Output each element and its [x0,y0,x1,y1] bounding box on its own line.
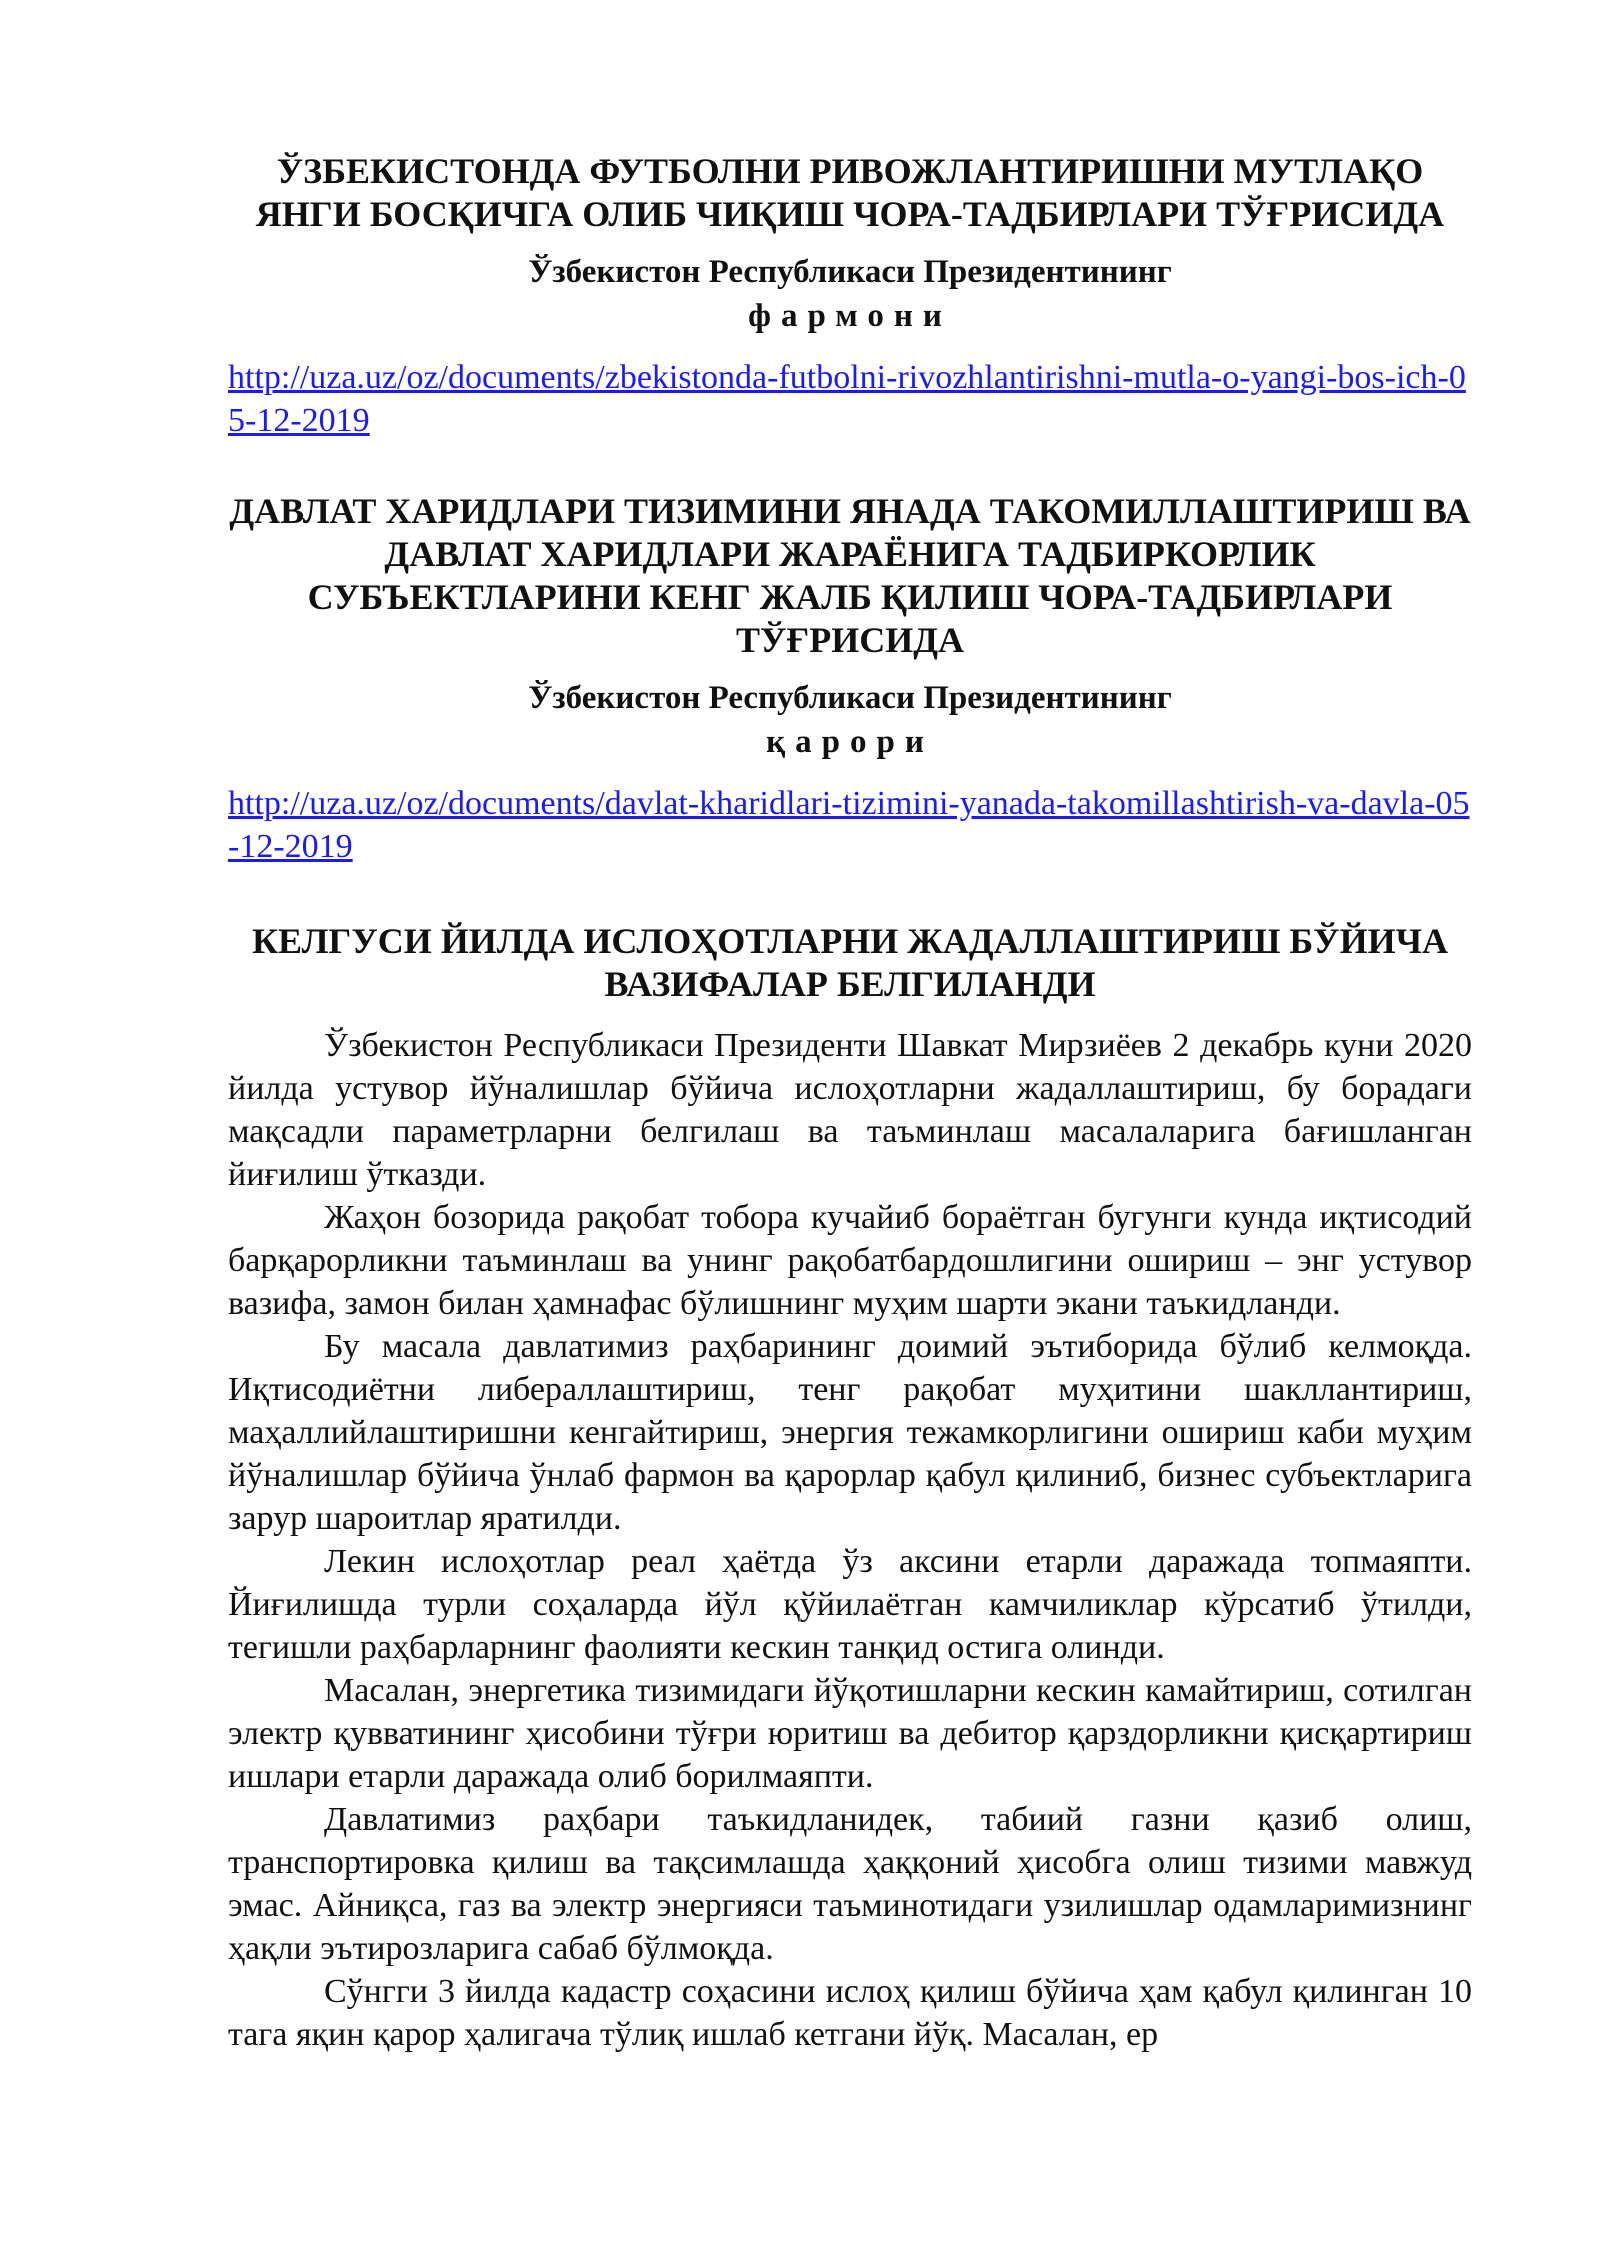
article-paragraph: Ўзбекистон Республикаси Президенти Шавкат Мирзиёев 2 декабрь куни 2020 йилда устувор йўналишлар бўйича ислоҳотларни жадаллаштириш, бу борадаги мақсадли параметрларни белгилаш ва таъминлаш масалаларига бағишланган йиғилиш ўтказди. [228,1027,1472,1193]
article-title: КЕЛГУСИ ЙИЛДА ИСЛОҲОТЛАРНИ ЖАДАЛЛАШТИРИШ БЎЙИЧА ВАЗИФАЛАР БЕЛГИЛАНДИ [251,921,1449,1004]
decree-title: ЎЗБЕКИСТОНДА ФУТБОЛНИ РИВОЖЛАНТИРИШНИ МУТЛАҚО ЯНГИ БОСҚИЧГА ОЛИБ ЧИҚИШ ЧОРА-ТАДБИРЛАРИ ТЎҒРИСИДА [255,151,1445,234]
article-paragraph: Лекин ислоҳотлар реал ҳаётда ўз аксини етарли даражада топмаяпти. Йиғилишда турли соҳаларда йўл қўйилаётган камчиликлар кўрсатиб ўтилди, тегишли раҳбарларнинг фаолияти кескин танқид остига олинди. [228,1543,1472,1666]
resolution-type: қарори [766,724,934,760]
article-paragraph: Сўнгги 3 йилда кадастр соҳасини ислоҳ қилиш бўйича ҳам қабул қилинган 10 тага яқин қарор ҳалигача тўлиқ ишлаб кетгани йўқ. Масалан, ер [228,1973,1472,2053]
decree-type: фармони [748,298,952,334]
article-paragraph: Масалан, энергетика тизимидаги йўқотишларни кескин камайтириш, сотилган электр қувватининг ҳисобини тўғри юритиш ва дебитор қарздорликни қисқартириш ишлари етарли даражада олиб борилмаяпти. [228,1672,1472,1795]
article-paragraph: Жаҳон бозорида рақобат тобора кучайиб бораётган бугунги кунда иқтисодий барқарорликни таъминлаш ва унинг рақобатбардошлигини ошириш – энг устувор вазифа, замон билан ҳамнафас бўлишнинг муҳим шарти экани таъкидланди. [228,1199,1472,1322]
article-paragraph: Бу масала давлатимиз раҳбарининг доимий эътиборида бўлиб келмоқда. Иқтисодиётни либераллаштириш, тенг рақобат муҳитини шакллантириш, маҳаллийлаштиришни кенгайтириш, энергия тежамкорлигини ошириш каби муҳим йўналишлар бўйича ўнлаб фармон ва қарорлар қабул қилиниб, бизнес субъектларига зарур шароитлар яратилди. [228,1328,1472,1537]
document-page [228,150,1472,2056]
decree-section-football [228,150,1472,442]
resolution-issuer: Ўзбекистон Республикаси Президентининг [528,680,1172,716]
article-section [228,920,1472,2056]
decree-link[interactable]: http://uza.uz/oz/documents/zbekistonda-futbolni-rivozhlantirishni-mutla-o-yangi-bos-ich-05-12-2019 [228,359,1466,439]
resolution-link[interactable]: http://uza.uz/oz/documents/davlat-kharidlari-tizimini-yanada-takomillashtirish-va-davla-05-12-2019 [228,785,1470,865]
article-paragraph: Давлатимиз раҳбари таъкидланидек, табиий газни қазиб олиш, транспортировка қилиш ва тақсимлашда ҳаққоний ҳисобга олиш тизими мавжуд эмас. Айниқса, газ ва электр энергияси таъминотидаги узилишлар одамларимизнинг ҳақли эътирозларига сабаб бўлмоқда. [228,1801,1472,1967]
resolution-title: ДАВЛАТ ХАРИДЛАРИ ТИЗИМИНИ ЯНАДА ТАКОМИЛЛАШТИРИШ ВА ДАВЛАТ ХАРИДЛАРИ ЖАРАЁНИГА ТАДБИРКОРЛИК СУБЪЕКТЛАРИНИ КЕНГ ЖАЛБ ҚИЛИШ ЧОРА-ТАДБИРЛАРИ ТЎҒРИСИДА [229,491,1471,660]
resolution-section-procurement [228,490,1472,868]
article-body [228,1024,1472,2056]
decree-issuer: Ўзбекистон Республикаси Президентининг [528,254,1172,290]
